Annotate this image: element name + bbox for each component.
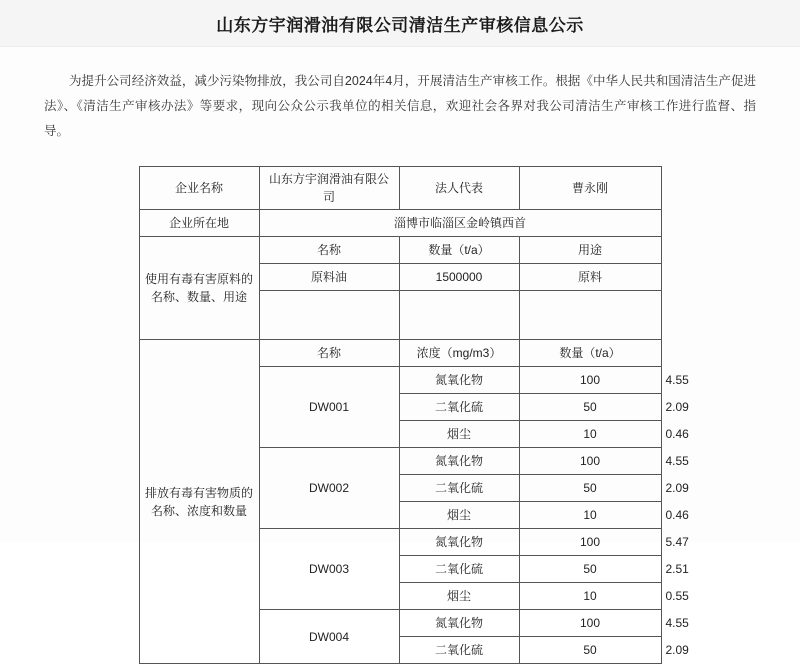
cell-company-name-value: 山东方宇润滑油有限公司 xyxy=(259,167,399,210)
cell-material-name: 原料油 xyxy=(259,264,399,291)
cell-emission-name: 烟尘 xyxy=(399,583,519,610)
cell-emission-name: 氮氧化物 xyxy=(399,367,519,394)
cell-outlet-dw004: DW004 xyxy=(259,610,399,664)
title-bar xyxy=(0,0,800,47)
cell-emission-concentration: 100 xyxy=(519,529,661,556)
cell-materials-header-amount: 数量（t/a） xyxy=(399,237,519,264)
cell-emissions-header-amount: 数量（t/a） xyxy=(519,340,661,367)
cell-company-name-label: 企业名称 xyxy=(139,167,259,210)
cell-material-use-empty xyxy=(519,291,661,340)
table-row-dw001-1: DW001 氮氧化物 100 4.55 xyxy=(139,367,661,394)
cell-location-label: 企业所在地 xyxy=(139,210,259,237)
cell-emission-concentration: 100 xyxy=(519,367,661,394)
disclosure-table xyxy=(139,166,689,664)
cell-emission-name: 氮氧化物 xyxy=(399,529,519,556)
cell-materials-label: 使用有毒有害原料的名称、数量、用途 xyxy=(139,237,259,340)
cell-emission-name: 二氧化硫 xyxy=(399,637,519,664)
cell-outlet-dw001: DW001 xyxy=(259,367,399,448)
table-row-dw001-2: 二氧化硫 50 2.09 xyxy=(139,394,661,421)
cell-materials-header-use: 用途 xyxy=(519,237,661,264)
table-row-dw002-2: 二氧化硫 50 2.09 xyxy=(139,475,661,502)
table-row-dw002-1: DW002 氮氧化物 100 4.55 xyxy=(139,448,661,475)
table-row-emissions-header xyxy=(139,340,661,367)
cell-legal-rep-value: 曹永刚 xyxy=(519,167,661,210)
cell-location-value: 淄博市临淄区金岭镇西首 xyxy=(259,210,661,237)
cell-material-amount-empty xyxy=(399,291,519,340)
cell-emission-name: 二氧化硫 xyxy=(399,394,519,421)
table-row-dw003-2: 二氧化硫 50 2.51 xyxy=(139,556,661,583)
table-row-dw002-3: 烟尘 10 0.46 xyxy=(139,502,661,529)
cell-emission-concentration: 50 xyxy=(519,556,661,583)
table-row-dw001-3: 烟尘 10 0.46 xyxy=(139,421,661,448)
cell-emission-concentration: 100 xyxy=(519,610,661,637)
table-row-dw004-2: 二氧化硫 50 2.09 xyxy=(139,637,661,664)
cell-emission-concentration: 50 xyxy=(519,475,661,502)
page-title: 山东方宇润滑油有限公司清洁生产审核信息公示 xyxy=(216,15,584,35)
table-row-company-name xyxy=(139,167,661,210)
cell-emission-concentration: 10 xyxy=(519,502,661,529)
cell-emission-concentration: 100 xyxy=(519,448,661,475)
table-row-materials-header xyxy=(139,237,661,264)
cell-outlet-dw002: DW002 xyxy=(259,448,399,529)
cell-emission-name: 二氧化硫 xyxy=(399,556,519,583)
cell-emission-concentration: 50 xyxy=(519,394,661,421)
cell-emission-name: 氮氧化物 xyxy=(399,448,519,475)
cell-emission-name: 二氧化硫 xyxy=(399,475,519,502)
table-row-location xyxy=(139,210,661,237)
cell-emissions-header-name: 名称 xyxy=(259,340,399,367)
cell-legal-rep-label: 法人代表 xyxy=(399,167,519,210)
cell-emissions-label: 排放有毒有害物质的名称、浓度和数量 xyxy=(139,340,259,664)
cell-emission-concentration: 10 xyxy=(519,421,661,448)
table-body xyxy=(139,167,689,664)
cell-emission-concentration: 50 xyxy=(519,637,661,664)
cell-emission-name: 氮氧化物 xyxy=(399,610,519,637)
cell-material-use: 原料 xyxy=(519,264,661,291)
cell-material-name-empty xyxy=(259,291,399,340)
table-row-dw003-3: 烟尘 10 0.55 xyxy=(139,583,661,610)
intro-paragraph: 为提升公司经济效益，减少污染物排放，我公司自2024年4月，开展清洁生产审核工作。根据《中华人民共和国清洁生产促进法》、《清洁生产审核办法》等要求，现向公众公示我单位的相关信息，欢迎社会各界对我公司清洁生产审核工作进行监督、指导。 xyxy=(44,74,756,138)
table-row-dw003-1: DW003 氮氧化物 100 5.47 xyxy=(139,529,661,556)
cell-emission-concentration: 10 xyxy=(519,583,661,610)
cell-materials-header-name: 名称 xyxy=(259,237,399,264)
cell-emission-name: 烟尘 xyxy=(399,502,519,529)
cell-emission-name: 烟尘 xyxy=(399,421,519,448)
cell-material-amount: 1500000 xyxy=(399,264,519,291)
cell-outlet-dw003: DW003 xyxy=(259,529,399,610)
cell-emissions-header-concentration: 浓度（mg/m3） xyxy=(399,340,519,367)
table-row-dw004-1: DW004 氮氧化物 100 4.55 xyxy=(139,610,661,637)
